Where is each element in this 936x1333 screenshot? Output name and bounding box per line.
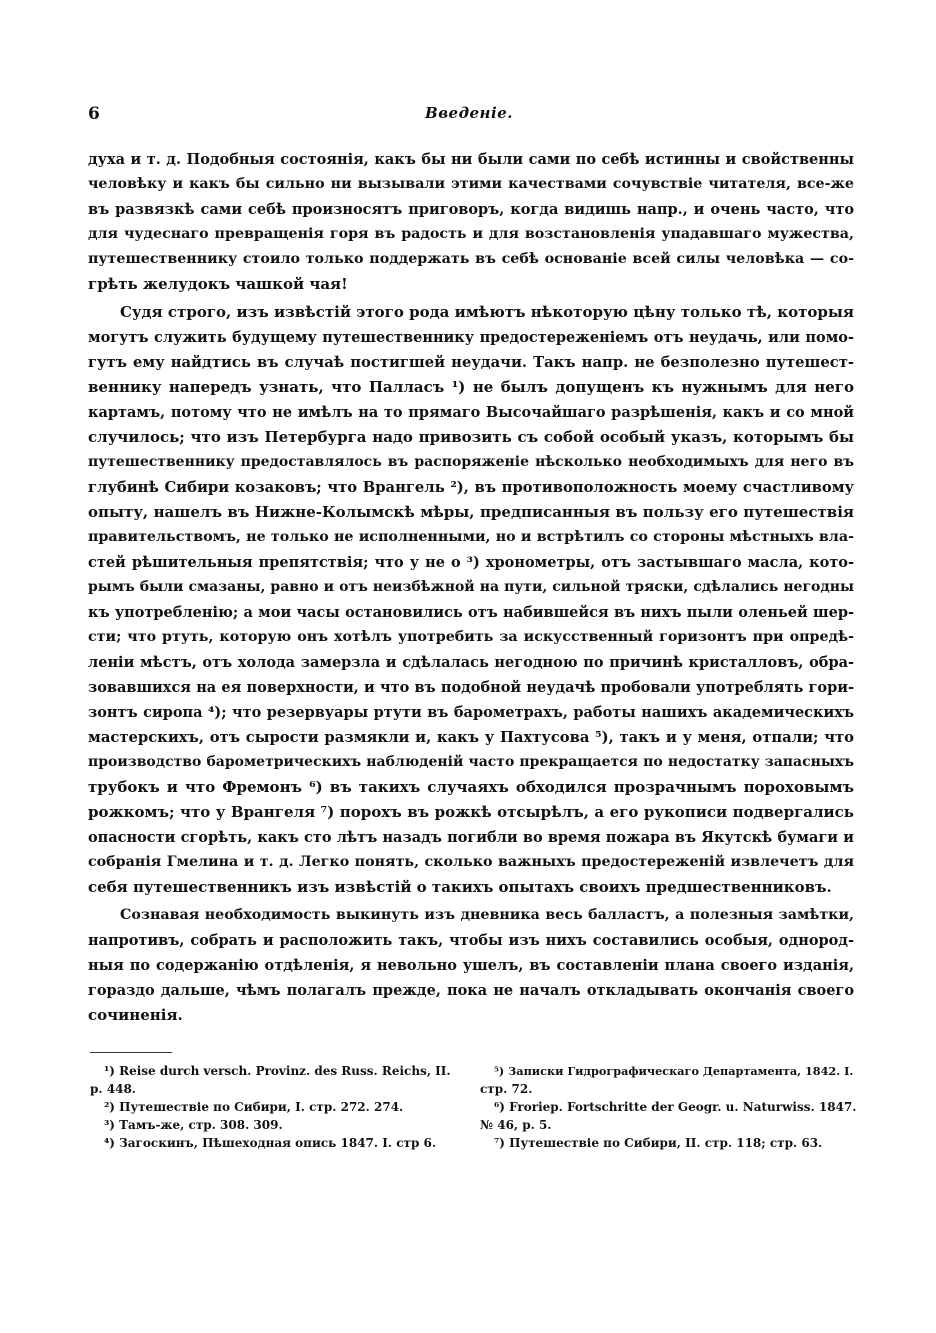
- text-line: въ развязкѣ сами себѣ произносятъ приговоръ, когда видишь напр., и очень часто, что: [88, 201, 854, 218]
- text-line: путешественнику предоставлялось въ распоряженіе нѣсколько необходимыхъ для него въ: [88, 454, 854, 470]
- body-text: [88, 147, 854, 1028]
- text-line: мастерскихъ, отъ сырости размякли и, какъ у Пахтусова ⁵), такъ и у меня, отпали; что: [88, 729, 854, 746]
- text-line: могутъ служить будущему путешественнику предостереженіемъ отъ неудачь, или помо-: [88, 329, 854, 346]
- text-line: зовавшихся на ея поверхности, и что въ подобной неудачѣ пробовали употреблять гори-: [88, 679, 854, 696]
- text-line: Сознавая необходимость выкинуть изъ дневника весь балластъ, а полезныя замѣтки,: [120, 907, 854, 923]
- footnote-1: ¹) Reise durch versch. Provinz. des Russ. Reichs, II.: [104, 1064, 451, 1078]
- text-line: веннику напередъ узнать, что Палласъ ¹) не былъ допущенъ къ нужнымъ для него: [88, 378, 854, 396]
- paragraph-1: [88, 147, 854, 297]
- text-line: трубокъ и что Фремонъ ⁶) въ такихъ случаяхъ обходился прозрачнымъ пороховымъ: [88, 778, 854, 796]
- text-line: сочиненія.: [88, 1006, 183, 1024]
- paragraph-3: [88, 903, 854, 1028]
- text-line: рымъ были смазаны, равно и отъ неизбѣжной на пути, сильной тряски, сдѣлались негодны: [88, 579, 854, 595]
- text-line: производство барометрическихъ наблюденій часто прекращается по недостатку запасныхъ: [88, 754, 854, 770]
- footnote-1-continued: p. 448.: [90, 1082, 136, 1096]
- paragraph-2: [88, 300, 854, 900]
- running-head: Введеніе.: [425, 104, 513, 122]
- text-line: сти; что ртуть, которую онъ хотѣлъ употребить за искусственный горизонтъ при опредѣ-: [88, 629, 854, 645]
- footnotes-right-column: [480, 1062, 860, 1152]
- page-header: [84, 104, 854, 128]
- footnotes-left-column: [90, 1062, 470, 1152]
- text-line: опасности сгорѣть, какъ сто лѣтъ назадъ погибли во время пожара въ Якутскѣ бумаги и: [88, 829, 854, 846]
- text-line: человѣку и какъ бы сильно ни вызывали этими качествами сочувствіе читателя, все-же: [88, 176, 854, 192]
- text-line: къ употребленію; а мои часы остановились отъ набившейся въ нихъ пыли оленьей шер-: [88, 604, 854, 621]
- text-line: ныя по содержанію отдѣленія, я невольно ушелъ, въ составленіи плана своего изданія,: [88, 957, 854, 974]
- text-line: гутъ ему найдтись въ случаѣ постигшей неудачи. Такъ напр. не безполезно путешест-: [88, 354, 854, 371]
- text-line: леніи мѣстъ, отъ холода замерзла и сдѣлалась негодною по причинѣ кристалловъ, обра-: [88, 654, 854, 671]
- text-line: себя путешественникъ изъ извѣстій о такихъ опытахъ своихъ предшественниковъ.: [88, 878, 832, 896]
- text-line: стей рѣшительныя препятствія; что у не о ³) хронометры, отъ застывшаго масла, кото-: [88, 554, 854, 571]
- text-line: правительствомъ, не только не исполненными, но и встрѣтилъ со стороны мѣстныхъ вла-: [88, 529, 854, 545]
- text-line: зонтъ сиропа ⁴); что резервуары ртути въ барометрахъ, работы нашихъ академическихъ: [88, 704, 854, 721]
- footnote-7: ⁷) Путешествіе по Сибири, II. стр. 118; стр. 63.: [494, 1136, 823, 1150]
- text-line: собранія Гмелина и т. д. Легко понять, сколько важныхъ предостереженій извлечетъ для: [88, 854, 854, 870]
- footnote-5: ⁵) Записки Гидрографическаго Департамента, 1842. I.: [494, 1064, 854, 1078]
- text-line: опыту, нашелъ въ Нижне-Колымскѣ мѣры, предписанныя въ пользу его путешествія: [88, 503, 854, 521]
- text-line: глубинѣ Сибири козаковъ; что Врангель ²), въ противоположность моему счастливому: [88, 479, 854, 496]
- footnote-6-continued: № 46, p. 5.: [480, 1118, 552, 1132]
- footnote-5-continued: стр. 72.: [480, 1082, 533, 1096]
- text-line: картамъ, потому что не имѣлъ на то прямаго Высочайшаго разрѣшенія, какъ и со мной: [88, 404, 854, 421]
- footnote-6: ⁶) Froriep. Fortschritte der Geogr. u. Naturwiss. 1847.: [494, 1100, 857, 1114]
- footnote-divider: [90, 1052, 172, 1053]
- text-line: духа и т. д. Подобныя состоянія, какъ бы ни были сами по себѣ истинны и свойственны: [88, 151, 854, 168]
- page-number: 6: [88, 104, 100, 124]
- text-line: путешественнику стоило только поддержать въ себѣ основаніе всей силы человѣка — со-: [88, 251, 854, 267]
- text-line: рожкомъ; что у Врангеля ⁷) порохъ въ рожкѣ отсырѣлъ, а его рукописи подвергались: [88, 803, 854, 821]
- text-line: для чудеснаго превращенія горя въ радость и для возстановленія упадавшаго мужества,: [88, 226, 854, 242]
- text-line: Судя строго, изъ извѣстій этого рода имѣютъ нѣкоторую цѣну только тѣ, которыя: [120, 303, 854, 321]
- text-line: напротивъ, собрать и расположить такъ, чтобы изъ нихъ составились особыя, однород-: [88, 932, 854, 949]
- text-line: грѣть желудокъ чашкой чая!: [88, 275, 348, 293]
- footnote-3: ³) Тамъ-же, стр. 308. 309.: [104, 1118, 283, 1132]
- text-line: случилось; что изъ Петербурга надо привозить съ собой особый указъ, которымъ бы: [88, 428, 854, 446]
- footnote-2: ²) Путешествіе по Сибири, I. стр. 272. 274.: [104, 1100, 404, 1114]
- footnote-4: ⁴) Загоскинъ, Пѣшеходная опись 1847. I. стр 6.: [104, 1136, 437, 1150]
- text-line: гораздо дальше, чѣмъ полагалъ прежде, пока не началъ откладывать окончанія своего: [88, 982, 854, 999]
